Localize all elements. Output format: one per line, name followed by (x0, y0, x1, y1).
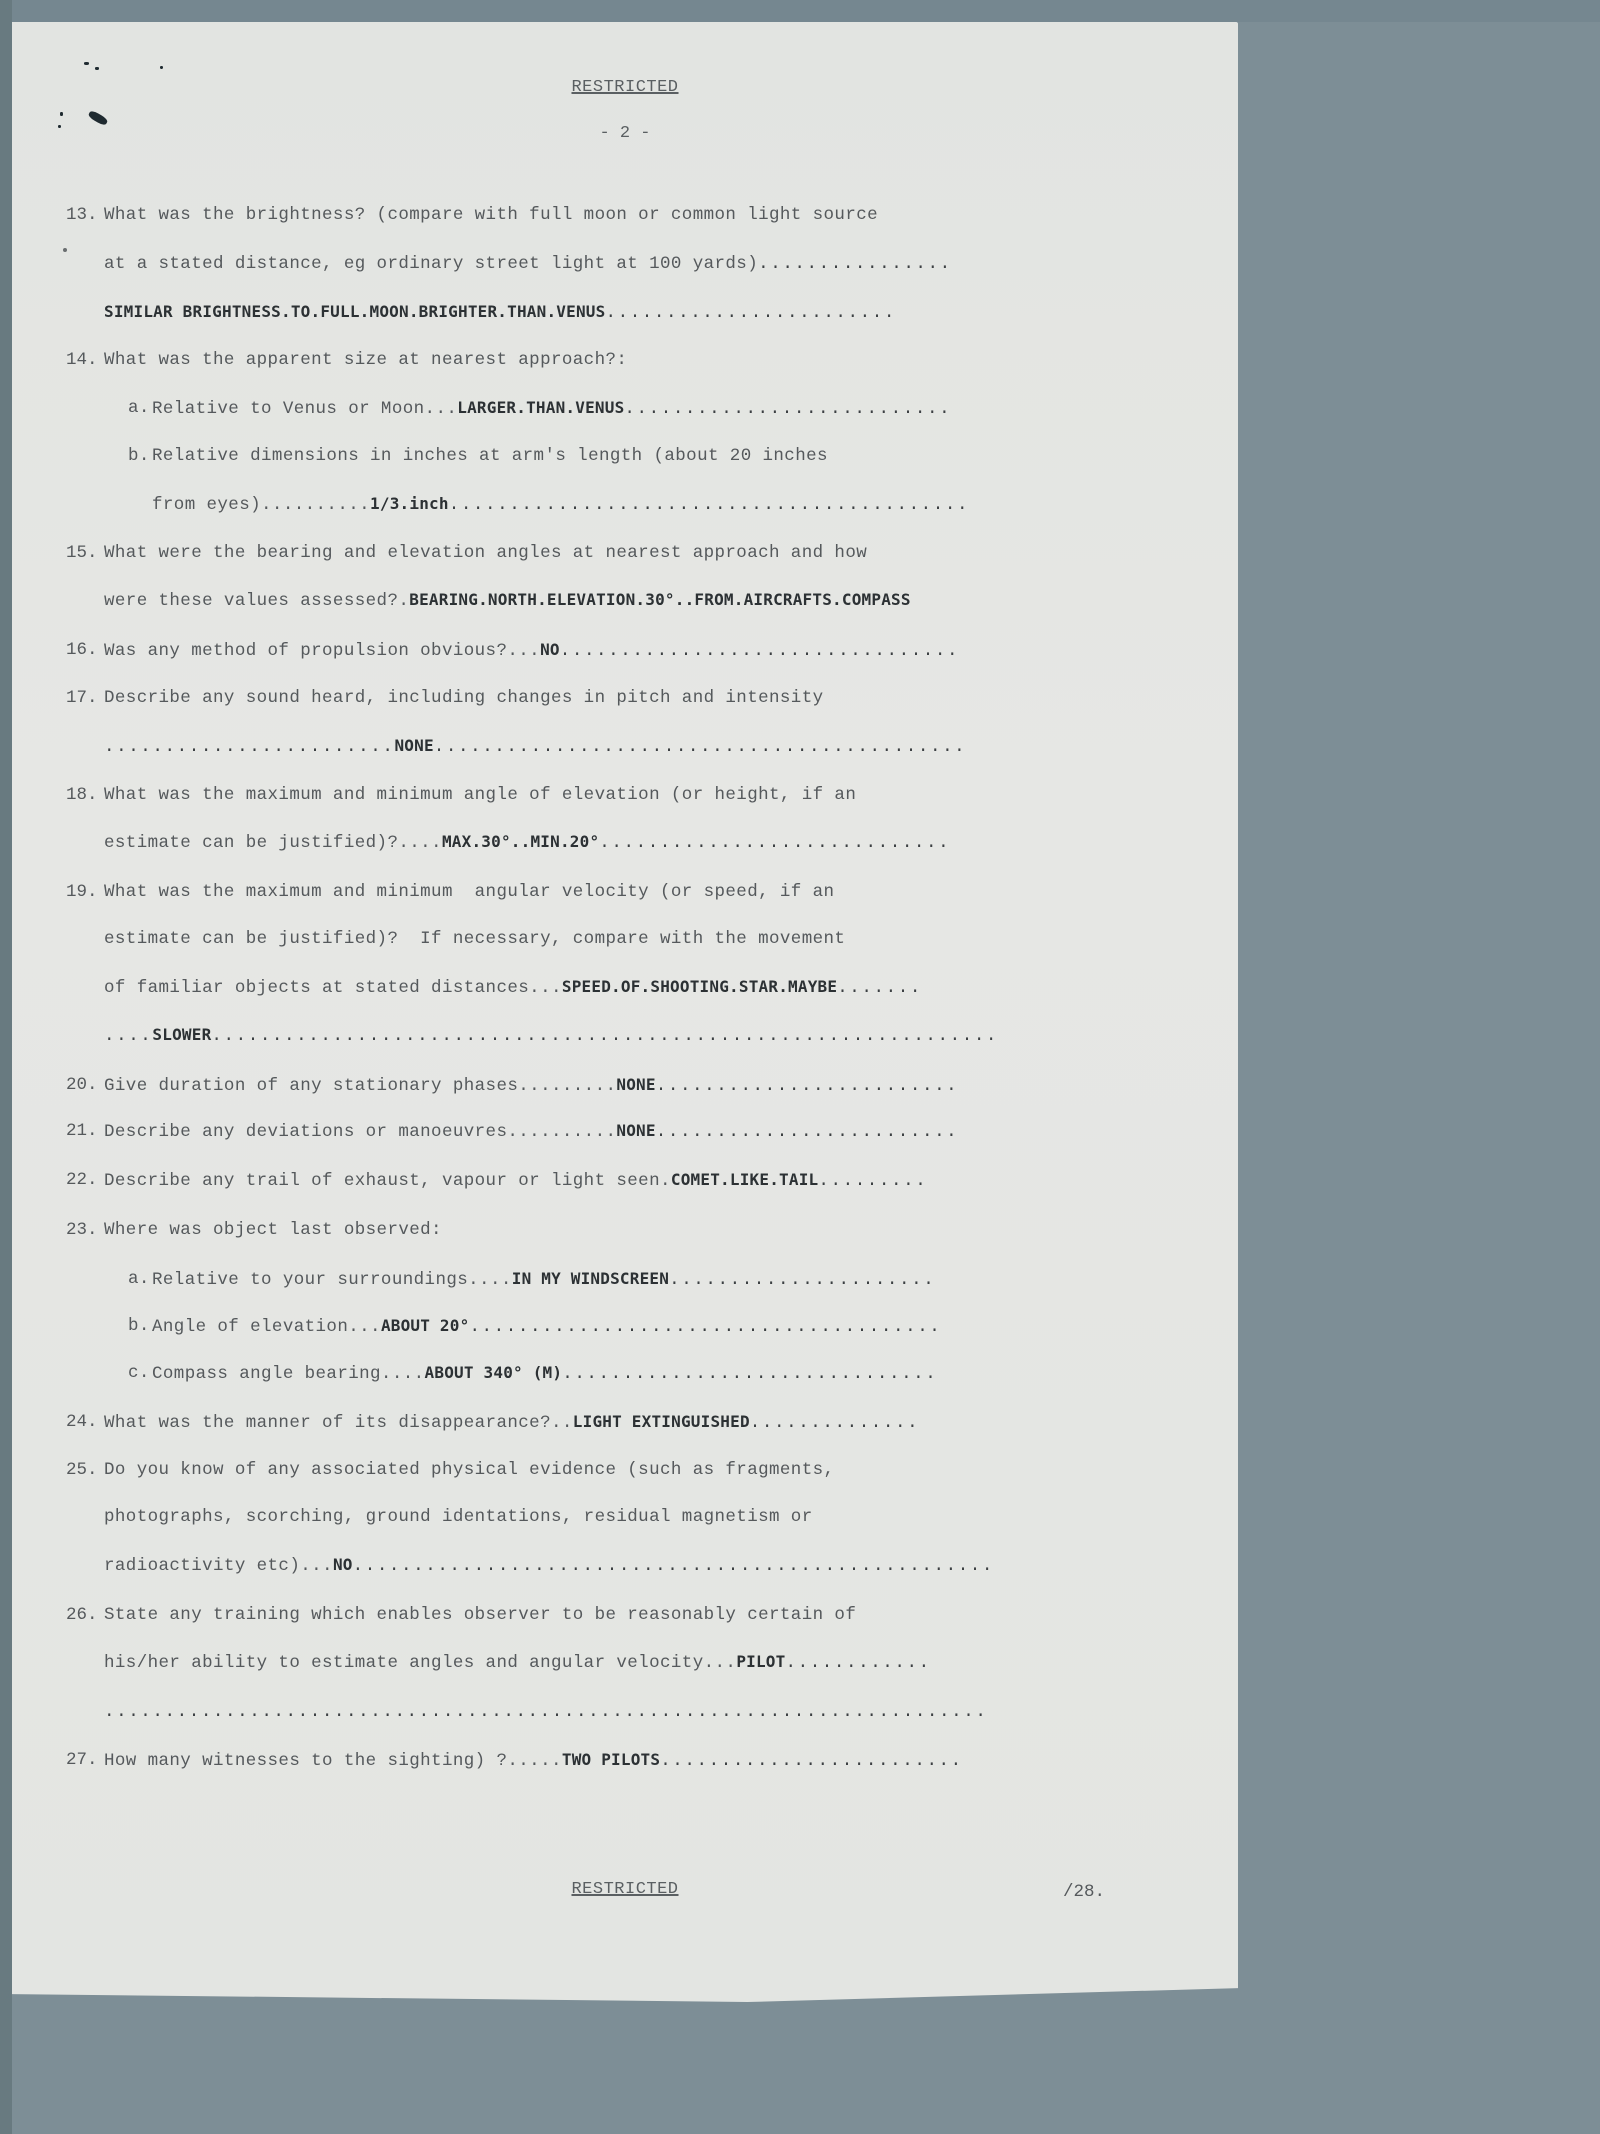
form-line (104, 688, 824, 708)
question-number: 26. (66, 1605, 98, 1625)
form-line (104, 640, 959, 661)
form-line (104, 929, 845, 949)
question-number: 20. (66, 1075, 98, 1095)
leader-dots: ..................................................... (352, 1556, 994, 1576)
leader-dots: ............ (785, 1653, 931, 1673)
question-text: estimate can be justified)? If necessary, compare with the movement (104, 929, 846, 949)
sub-item-letter: b. (128, 446, 150, 466)
question-number: 18. (66, 785, 98, 805)
question-number: 27. (66, 1750, 98, 1770)
question-text: radioactivity etc)... (104, 1556, 333, 1576)
leader-dots: ........................ (104, 737, 395, 757)
form-line (104, 1507, 813, 1527)
margin-mark (63, 248, 67, 252)
form-line (104, 254, 952, 274)
question-text: What were the bearing and elevation angles at nearest approach and how (104, 543, 868, 563)
leader-dots: ................................................................. (211, 1026, 999, 1046)
typed-answer: 1/3.inch (370, 494, 449, 513)
question-text: his/her ability to estimate angles and angular velocity... (104, 1653, 737, 1673)
form-line (104, 1605, 856, 1625)
question-number: 23. (66, 1220, 98, 1240)
question-text: Relative to your surroundings.... (152, 1270, 512, 1290)
form-line (152, 1269, 935, 1290)
leader-dots: .... (104, 1026, 153, 1046)
question-text: What was the manner of its disappearance?.. (104, 1413, 573, 1433)
leader-dots: .............. (749, 1413, 920, 1433)
leader-dots: ....................................... (469, 1317, 942, 1337)
typed-answer: NONE (616, 1075, 656, 1094)
form-line (104, 977, 922, 998)
question-number: 19. (66, 882, 98, 902)
form-line (104, 1170, 927, 1191)
form-line (152, 1363, 937, 1384)
sub-item-letter: a. (128, 1269, 150, 1289)
form-line (104, 1652, 931, 1673)
form-line (104, 882, 834, 902)
leader-dots: ................................. (559, 641, 960, 661)
question-text: Describe any deviations or manoeuvres.......... (104, 1122, 617, 1142)
typed-answer: SLOWER (152, 1025, 212, 1044)
typed-answer: SPEED.OF.SHOOTING.STAR.MAYBE (561, 977, 838, 996)
form-line (104, 1750, 963, 1771)
form-line (104, 590, 911, 611)
question-text: Do you know of any associated physical evidence (such as fragments, (104, 1460, 835, 1480)
typed-answer: NO (540, 640, 560, 659)
form-line (152, 1316, 941, 1337)
question-text: Relative dimensions in inches at arm's length (about 20 inches (152, 446, 828, 466)
typed-answer: ABOUT 20° (380, 1316, 470, 1335)
question-text: State any training which enables observer to be reasonably certain of (104, 1605, 857, 1625)
typed-answer: NONE (616, 1121, 656, 1140)
typed-answer: PILOT (736, 1652, 786, 1671)
question-number: 21. (66, 1121, 98, 1141)
question-text: of familiar objects at stated distances... (104, 978, 562, 998)
footer-classification: RESTRICTED (571, 1880, 679, 1899)
question-text: were these values assessed?. (104, 591, 410, 611)
leader-dots: ....... (837, 978, 922, 998)
question-number: 17. (66, 688, 98, 708)
typed-answer: NO (332, 1555, 353, 1574)
typed-answer: LIGHT EXTINGUISHED (572, 1412, 750, 1431)
form-line (152, 398, 951, 419)
question-text: Describe any trail of exhaust, vapour or light seen. (104, 1171, 671, 1191)
question-text: What was the maximum and minimum angle of elevation (or height, if an (104, 785, 857, 805)
question-number: 25. (66, 1460, 98, 1480)
form-line (152, 446, 828, 466)
question-text: at a stated distance, eg ordinary street light at 100 yards) (104, 254, 759, 274)
question-text: Relative to Venus or Moon... (152, 399, 458, 419)
typed-answer: COMET.LIKE.TAIL (670, 1170, 819, 1189)
form-line (104, 1220, 442, 1240)
question-text: estimate can be justified)?.... (104, 833, 442, 853)
leader-dots: ............................... (562, 1364, 938, 1384)
question-text: from eyes).......... (152, 495, 371, 515)
form-line (104, 736, 966, 757)
leader-dots: ............................................ (433, 737, 967, 757)
form-line (152, 494, 969, 515)
question-text: Describe any sound heard, including changes in pitch and intensity (104, 688, 824, 708)
leader-dots: ......................................................................... (104, 1702, 988, 1722)
leader-dots: ......................... (655, 1122, 959, 1142)
question-number: 22. (66, 1170, 98, 1190)
question-text: Compass angle bearing.... (152, 1364, 425, 1384)
scan-background-left (0, 0, 12, 2134)
leader-dots: ...................... (669, 1270, 936, 1290)
leader-dots: ........................ (605, 303, 896, 323)
question-text: How many witnesses to the sighting) ?..... (104, 1751, 562, 1771)
typed-answer: BEARING.NORTH.ELEVATION.30°..FROM.AIRCRAFTS.COMPASS (409, 590, 911, 609)
question-text: Was any method of propulsion obvious?... (104, 641, 541, 661)
typed-answer: TWO PILOTS (561, 1750, 661, 1769)
sub-item-letter: c. (128, 1363, 150, 1383)
form-line (104, 205, 878, 225)
question-number: 24. (66, 1412, 98, 1432)
question-text: Give duration of any stationary phases......... (104, 1076, 617, 1096)
question-text: Where was object last observed: (104, 1220, 442, 1240)
leader-dots: ........................................... (448, 495, 970, 515)
form-line (104, 543, 867, 563)
question-text: What was the apparent size at nearest approach?: (104, 350, 628, 370)
typed-answer: SIMILAR BRIGHTNESS.TO.FULL.MOON.BRIGHTER.THAN.VENUS (104, 302, 606, 321)
form-line (104, 1460, 834, 1480)
form-line (104, 1412, 919, 1433)
form-line (104, 1075, 958, 1096)
leader-dots: ......................... (655, 1076, 959, 1096)
form-line (104, 1702, 987, 1722)
leader-dots: ................ (758, 254, 952, 274)
question-number: 13. (66, 205, 98, 225)
scan-background-top (0, 0, 1600, 22)
typed-answer: ABOUT 340° (M) (424, 1363, 563, 1382)
sub-item-letter: a. (128, 398, 150, 418)
typed-answer: NONE (394, 736, 434, 755)
leader-dots: ............................. (599, 833, 951, 853)
form-line (104, 1025, 998, 1046)
form-line (104, 350, 627, 370)
continuation-marker: /28. (1063, 1882, 1106, 1902)
sub-item-letter: b. (128, 1316, 150, 1336)
question-text: What was the brightness? (compare with full moon or common light source (104, 205, 879, 225)
typed-answer: IN MY WINDSCREEN (511, 1269, 670, 1288)
form-line (104, 1121, 958, 1142)
leader-dots: ......................... (660, 1751, 963, 1771)
form-line (104, 1555, 994, 1576)
form-line (104, 302, 896, 323)
page-number: - 2 - (599, 124, 651, 143)
question-text: photographs, scorching, ground identations, residual magnetism or (104, 1507, 813, 1527)
question-text: What was the maximum and minimum angular velocity (or speed, if an (104, 882, 835, 902)
typed-answer: LARGER.THAN.VENUS (457, 398, 625, 417)
typed-answer: MAX.30°..MIN.20° (441, 832, 600, 851)
question-number: 15. (66, 543, 98, 563)
leader-dots: ......... (818, 1171, 928, 1191)
question-text: Angle of elevation... (152, 1317, 381, 1337)
header-classification: RESTRICTED (571, 78, 679, 97)
form-line (104, 785, 856, 805)
leader-dots: ........................... (624, 399, 952, 419)
form-line (104, 832, 950, 853)
question-number: 14. (66, 350, 98, 370)
question-number: 16. (66, 640, 98, 660)
